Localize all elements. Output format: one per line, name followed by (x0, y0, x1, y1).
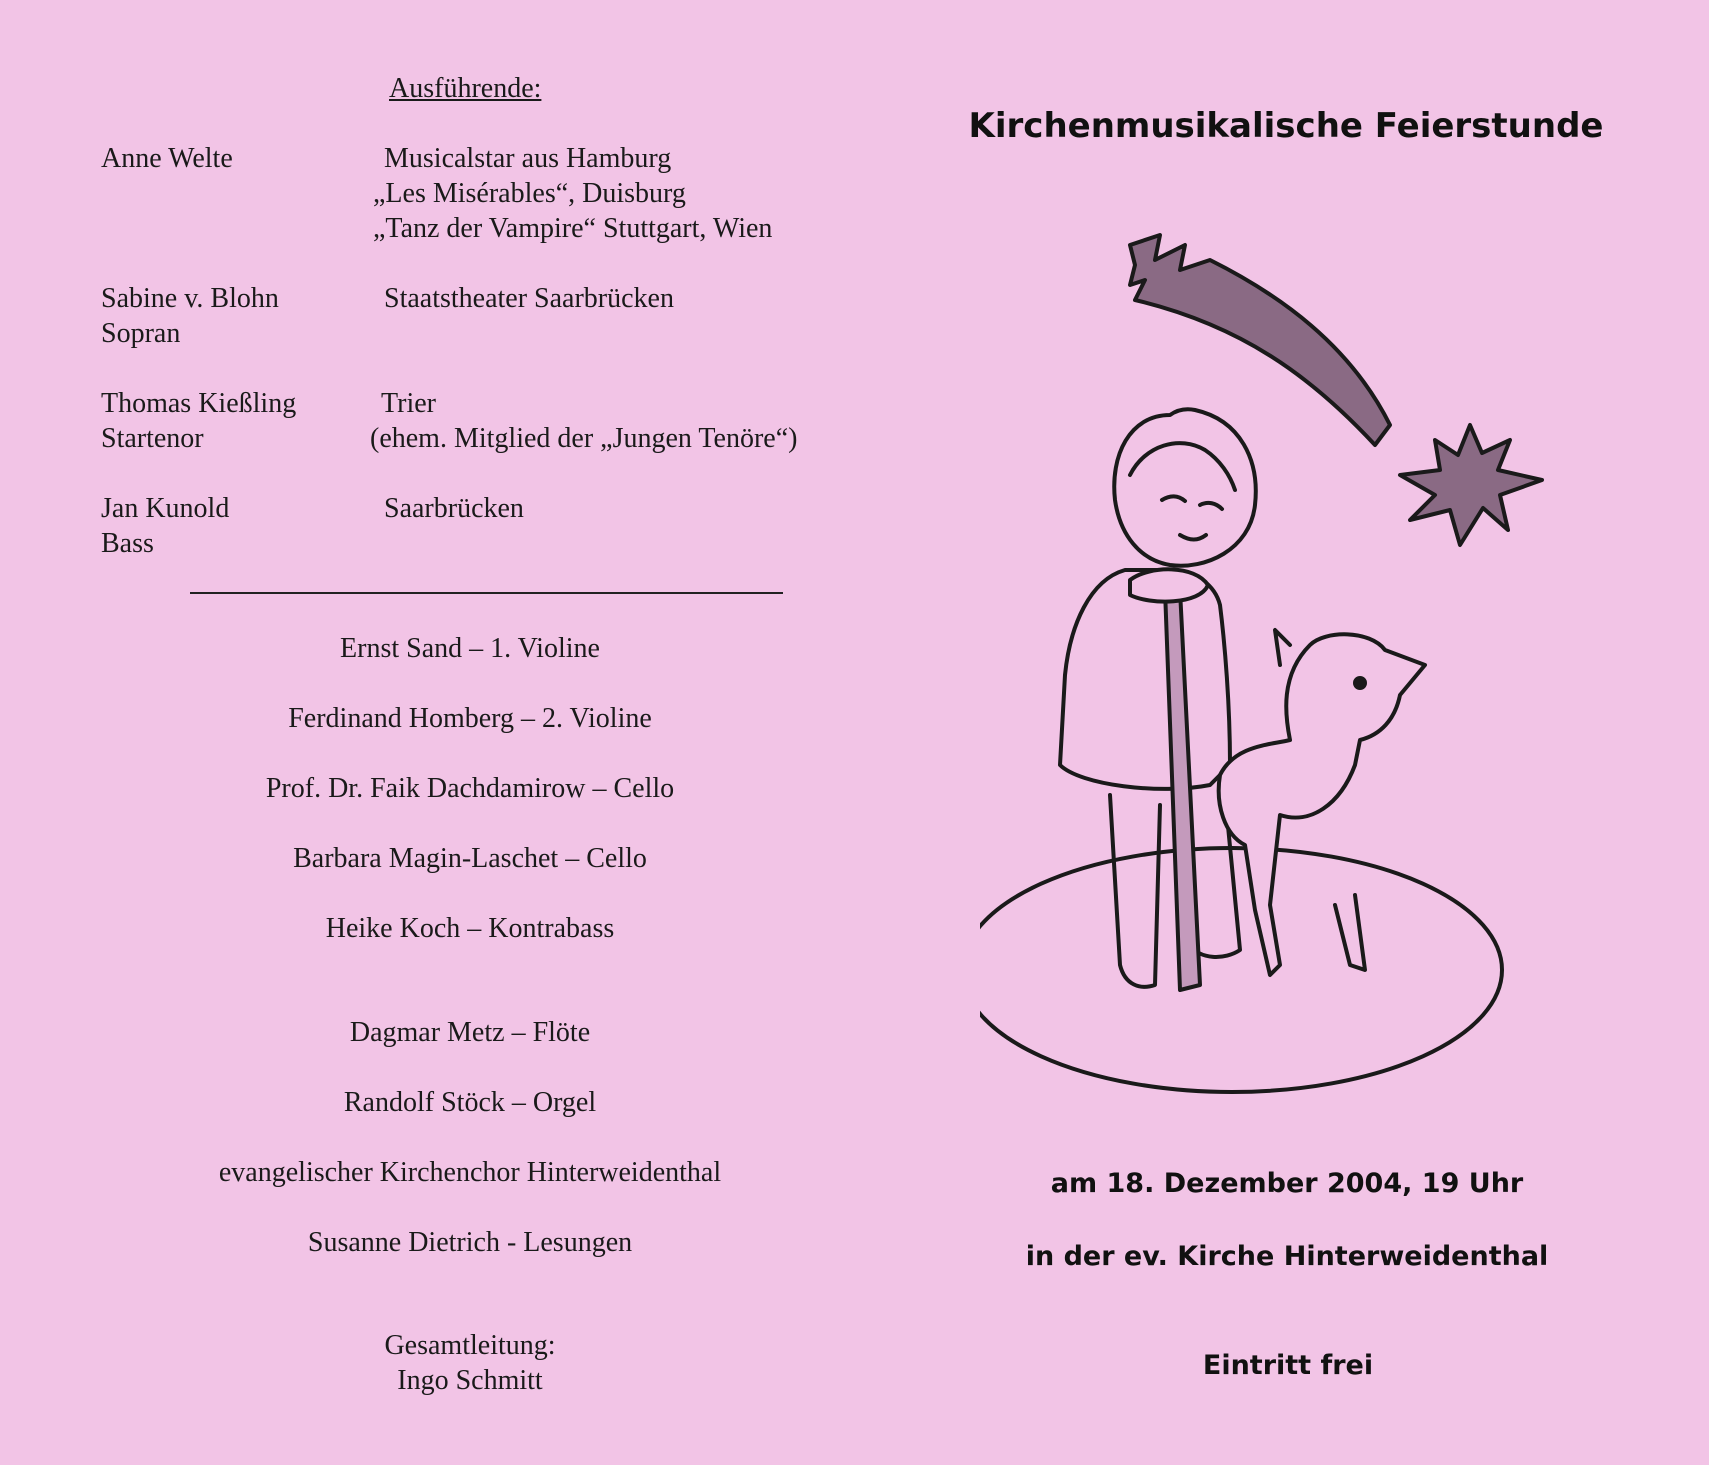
shepherd-child-illustration (980, 205, 1580, 1135)
performer-detail: (ehem. Mitglied der „Jungen Tenöre“) (370, 423, 798, 454)
child-body (1060, 570, 1230, 789)
ground-ellipse (980, 848, 1502, 1092)
ensemble-member: Barbara Magin-Laschet – Cello (293, 843, 647, 874)
performers-heading: Ausführende: (389, 73, 542, 104)
performer-name: Jan Kunold (101, 493, 230, 524)
ensemble-member: Ferdinand Homberg – 2. Violine (288, 703, 652, 734)
performer-detail: Saarbrücken (384, 493, 524, 524)
performer-voice: Bass (101, 528, 154, 559)
performer-detail: „Les Misérables“, Duisburg (373, 178, 686, 209)
performer-detail: „Tanz der Vampire“ Stuttgart, Wien (373, 213, 773, 244)
direction-label: Gesamtleitung: (384, 1330, 556, 1361)
performer-name: Thomas Kießling (101, 388, 297, 419)
admission-note: Eintritt frei (1202, 1350, 1374, 1381)
ensemble-member: Dagmar Metz – Flöte (349, 1017, 591, 1048)
performer-voice: Startenor (101, 423, 204, 454)
ensemble-member: Randolf Stöck – Orgel (343, 1087, 597, 1118)
performer-detail: Staatstheater Saarbrücken (384, 283, 674, 314)
performer-name: Anne Welte (101, 143, 233, 174)
ensemble-member: Prof. Dr. Faik Dachdamirow – Cello (265, 773, 675, 804)
performer-detail: Trier (381, 388, 436, 419)
concert-title: Kirchenmusikalische Feierstunde (968, 106, 1604, 146)
ensemble-member: Heike Koch – Kontrabass (325, 913, 615, 944)
event-location: in der ev. Kirche Hinterweidenthal (1025, 1241, 1549, 1272)
lamb-icon (1219, 634, 1425, 975)
ensemble-member: evangelischer Kirchenchor Hinterweidenthal (218, 1157, 722, 1188)
performer-name: Sabine v. Blohn (101, 283, 279, 314)
ensemble-member: Susanne Dietrich - Lesungen (307, 1227, 633, 1258)
star-icon (1400, 425, 1542, 545)
performer-voice: Sopran (101, 318, 181, 349)
event-date: am 18. Dezember 2004, 19 Uhr (1050, 1168, 1524, 1199)
performer-detail: Musicalstar aus Hamburg (384, 143, 672, 174)
director-name: Ingo Schmitt (397, 1365, 543, 1396)
ensemble-member: Ernst Sand – 1. Violine (340, 633, 600, 664)
divider-line (190, 592, 783, 594)
